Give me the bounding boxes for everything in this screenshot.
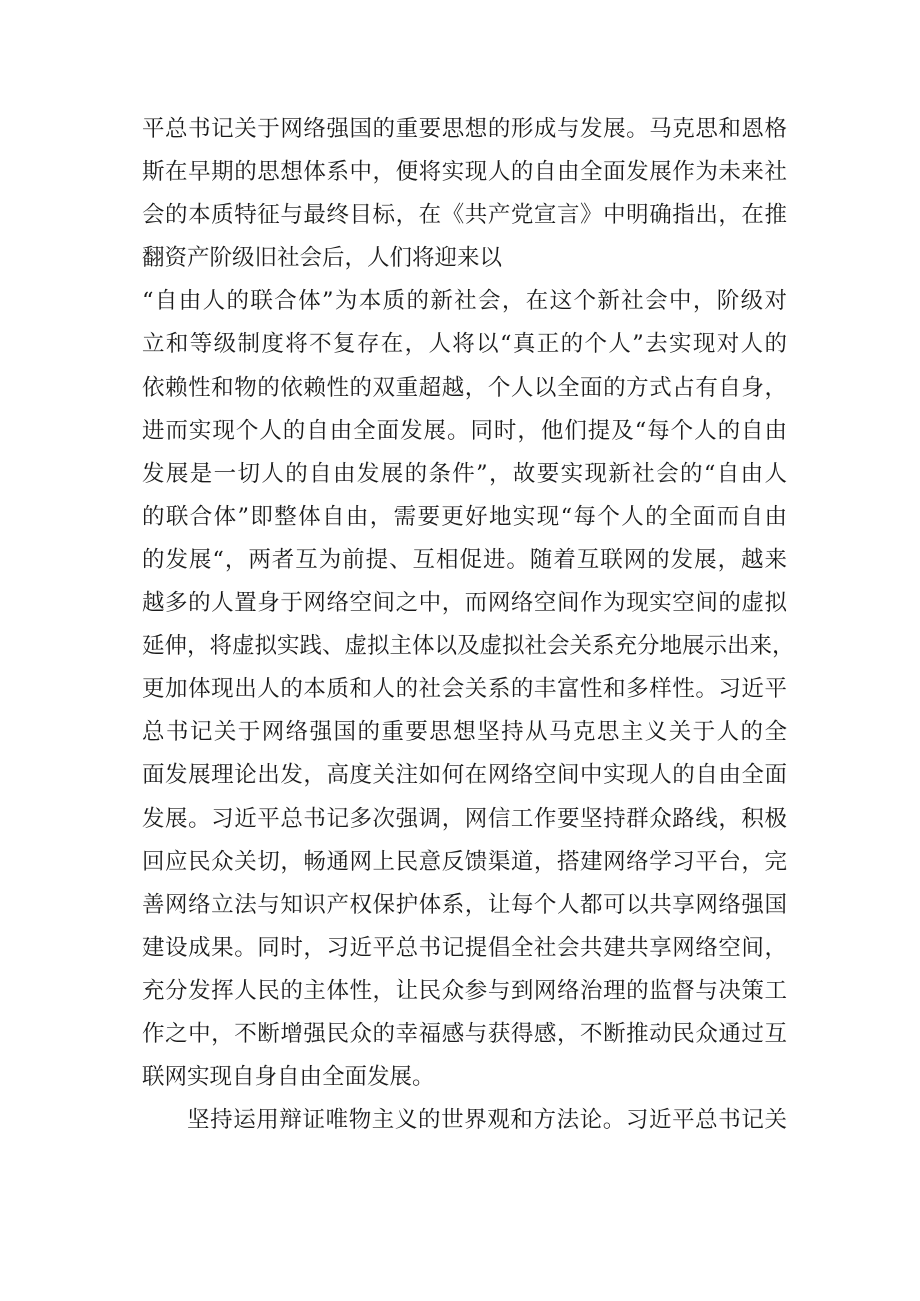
text-line: 会的本质特征与最终目标，在《共产党宣言》中明确指出，在推 (142, 202, 787, 229)
text-line: 的联合体”即整体自由，需要更好地实现“每个人的全面而自由 (142, 503, 787, 530)
text-line: 翻资产阶级旧社会后，人们将迎来以 (142, 245, 503, 272)
text-line: 作之中，不断增强民众的幸福感与获得感，不断推动民众通过互 (142, 1020, 787, 1047)
text-line: 更加体现出人的本质和人的社会关系的丰富性和多样性。习近平 (142, 676, 787, 703)
text-line: 斯在早期的思想体系中，便将实现人的自由全面发展作为未来社 (142, 159, 787, 186)
paragraph-first-line: 坚持运用辩证唯物主义的世界观和方法论。习近平总书记关 (187, 1107, 787, 1134)
text-line: 总书记关于网络强国的重要思想坚持从马克思主义关于人的全 (142, 719, 787, 746)
text-line: 立和等级制度将不复存在，人将以“真正的个人”去实现对人的 (142, 331, 787, 358)
text-line: 延伸，将虚拟实践、虚拟主体以及虚拟社会关系充分地展示出来， (142, 633, 795, 660)
text-line: 依赖性和物的依赖性的双重超越，个人以全面的方式占有自身， (142, 374, 787, 401)
text-line: 充分发挥人民的主体性，让民众参与到网络治理的监督与决策工 (142, 977, 787, 1004)
text-line: “自由人的联合体”为本质的新社会，在这个新社会中，阶级对 (142, 288, 787, 315)
text-line: 面发展理论出发，高度关注如何在网络空间中实现人的自由全面 (142, 762, 787, 789)
text-line: 善网络立法与知识产权保护体系，让每个人都可以共享网络强国 (142, 891, 787, 918)
text-line: 的发展“，两者互为前提、互相促进。随着互联网的发展，越来 (142, 546, 787, 573)
text-line: 回应民众关切，畅通网上民意反馈渠道，搭建网络学习平台，完 (142, 848, 787, 875)
text-line: 进而实现个人的自由全面发展。同时，他们提及“每个人的自由 (142, 417, 787, 444)
text-line: 平总书记关于网络强国的重要思想的形成与发展。马克思和恩格 (142, 116, 787, 142)
body-text (142, 108, 795, 1142)
text-line: 越多的人置身于网络空间之中，而网络空间作为现实空间的虚拟 (142, 590, 787, 617)
text-line: 发展。习近平总书记多次强调，网信工作要坚持群众路线，积极 (142, 805, 787, 832)
text-line: 联网实现自身自由全面发展。 (142, 1064, 435, 1091)
text-line: 建设成果。同时，习近平总书记提倡全社会共建共享网络空间， (142, 934, 787, 961)
text-line: 发展是一切人的自由发展的条件”，故要实现新社会的“自由人 (142, 460, 787, 487)
